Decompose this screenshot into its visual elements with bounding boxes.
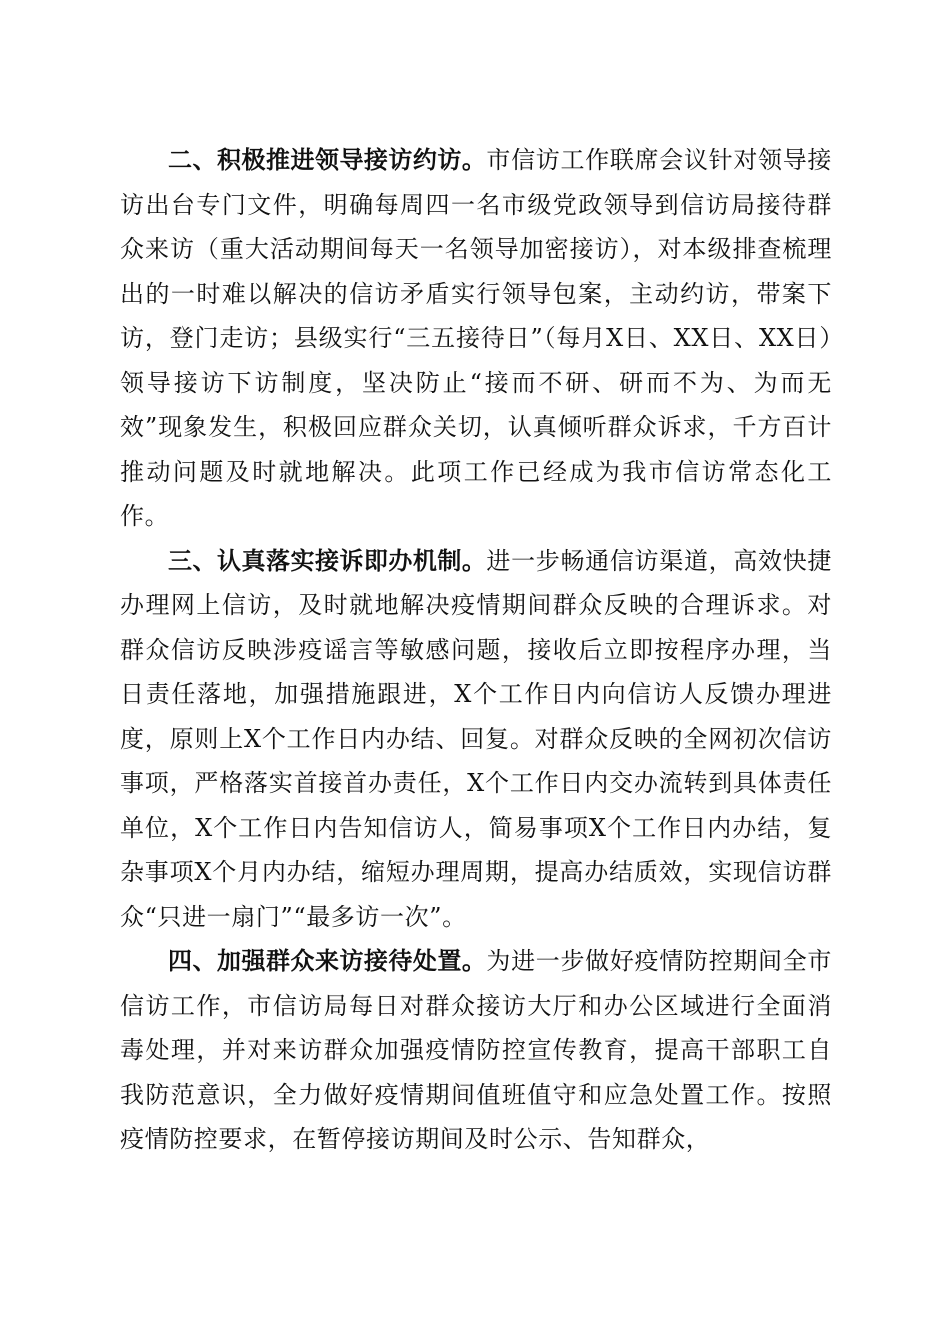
paragraph-heading: 二、积极推进领导接访约访。 <box>168 146 487 174</box>
paragraph-heading: 四、加强群众来访接待处置。 <box>168 947 487 975</box>
paragraph-complaint-handling <box>120 539 832 940</box>
paragraph-leader-reception <box>120 138 832 539</box>
paragraph-visitor-reception <box>120 939 832 1162</box>
paragraph-text: 市信访工作联席会议针对领导接访出台专门文件，明确每周四一名市级党政领导到信访局接待群众来访（重大活动期间每天一名领导加密接访），对本级排查梳理出的一时难以解决的信访矛盾实行领导包案，主动约访，带案下访，登门走访；县级实行“三五接待日”（每月X日、XX日、XX日）领导接访下访制度，坚决防止“接而不研、研而不为、为而无效”现象发生，积极回应群众关切，认真倾听群众诉求，千方百计推动问题及时就地解决。此项工作已经成为我市信访常态化工作。 <box>120 146 833 530</box>
document-body <box>120 138 832 1162</box>
paragraph-text: 进一步畅通信访渠道，高效快捷办理网上信访，及时就地解决疫情期间群众反映的合理诉求。对群众信访反映涉疫谣言等敏感问题，接收后立即按程序办理，当日责任落地，加强措施跟进，X个工作日内向信访人反馈办理进度，原则上X个工作日内办结、回复。对群众反映的全网初次信访事项，严格落实首接首办责任，X个工作日内交办流转到具体责任单位，X个工作日内告知信访人，简易事项X个工作日内办结，复杂事项X个月内办结，缩短办理周期，提高办结质效，实现信访群众“只进一扇门”“最多访一次”。 <box>120 546 833 931</box>
paragraph-text: 为进一步做好疫情防控期间全市信访工作，市信访局每日对群众接访大厅和办公区域进行全面消毒处理，并对来访群众加强疫情防控宣传教育，提高干部职工自我防范意识，全力做好疫情期间值班值守和应急处置工作。按照疫情防控要求，在暂停接访期间及时公示、告知群众， <box>120 947 833 1153</box>
paragraph-heading: 三、认真落实接诉即办机制。 <box>168 546 487 575</box>
